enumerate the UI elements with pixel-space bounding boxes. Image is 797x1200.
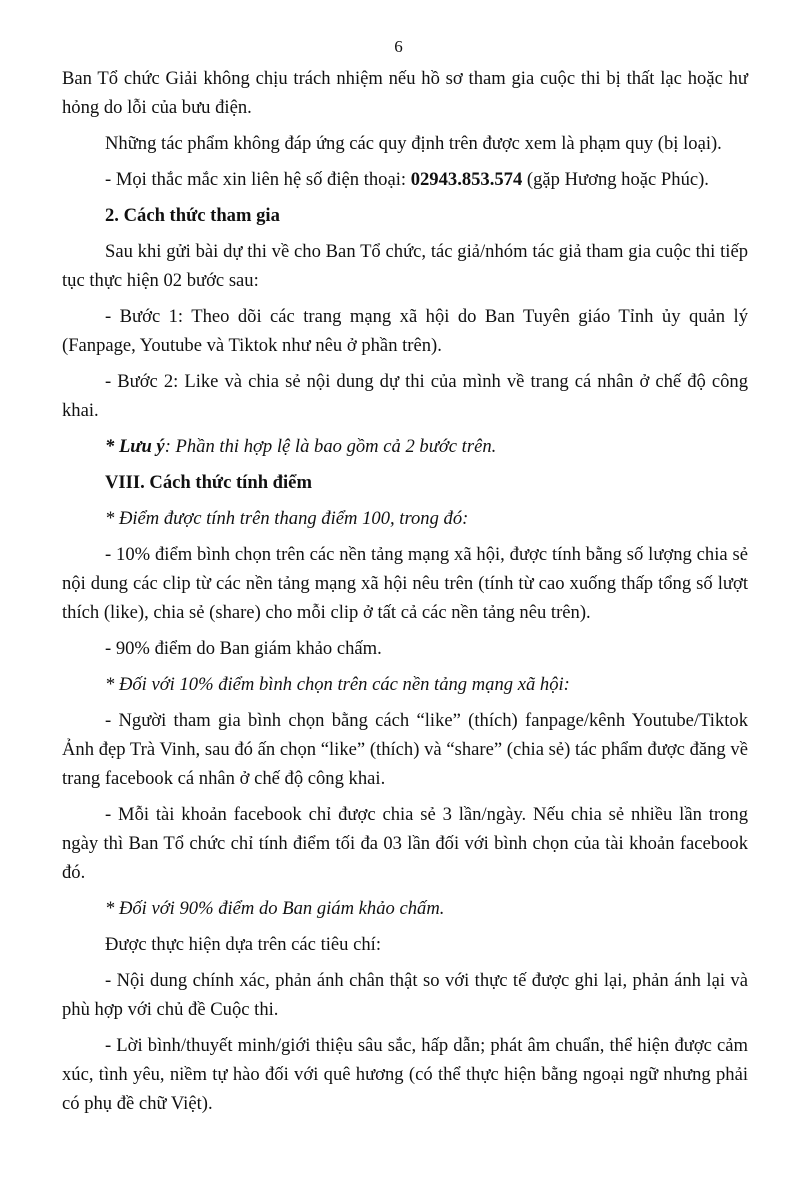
section-heading-scoring: VIII. Cách thức tính điểm xyxy=(105,472,312,493)
paragraph-after-submission: Sau khi gửi bài dự thi về cho Ban Tổ chức, tác giả/nhóm tác giả tham gia cuộc thi tiếp tục thực hiện 02 bước sau: xyxy=(62,241,748,291)
paragraph-voting-method: - Người tham gia bình chọn bằng cách “like” (thích) fanpage/kênh Youtube/Tiktok Ảnh đẹp Trà Vinh, sau đó ấn chọn “like” (thích) và “share” (chia sẻ) tác phẩm được đăng về trang facebook cá nhân ở chế độ công khai. xyxy=(62,710,748,789)
paragraph-note xyxy=(62,432,748,461)
paragraph-jury-90-percent: - 90% điểm do Ban giám khảo chấm. xyxy=(105,638,382,659)
phone-number: 02943.853.574 xyxy=(410,169,523,190)
paragraph-contact xyxy=(62,165,748,194)
contact-text: - Mọi thắc mắc xin liên hệ số điện thoại: xyxy=(105,169,411,190)
paragraph-step-1: - Bước 1: Theo dõi các trang mạng xã hội do Ban Tuyên giáo Tỉnh ủy quản lý (Fanpage, Youtube và Tiktok như nêu ở phần trên). xyxy=(62,306,748,356)
subheading-vote-10-percent: * Đối với 10% điểm bình chọn trên các nền tảng mạng xã hội: xyxy=(105,674,570,695)
note-text: : Phần thi hợp lệ là bao gồm cả 2 bước trên. xyxy=(164,436,497,457)
section-heading-participation: 2. Cách thức tham gia xyxy=(105,205,280,226)
paragraph-criteria-narration: - Lời bình/thuyết minh/giới thiệu sâu sắc, hấp dẫn; phát âm chuẩn, thể hiện được cảm xúc, tình yêu, niềm tự hào đối với quê hương (có thể thực hiện bằng ngoại ngữ nhưng phải có phụ đề chữ Việt). xyxy=(62,1035,748,1114)
subheading-jury-90-percent: * Đối với 90% điểm do Ban giám khảo chấm. xyxy=(105,898,445,919)
paragraph-vote-10-percent: - 10% điểm bình chọn trên các nền tảng mạng xã hội, được tính bằng số lượng chia sẻ nội dung các clip từ các nền tảng mạng xã hội nêu trên (tính từ cao xuống thấp tổng số lượt thích (like), chia sẻ (share) cho mỗi clip ở tất cả các nền tảng nêu trên). xyxy=(62,544,748,623)
contact-note: (gặp Hương hoặc Phúc). xyxy=(522,169,709,190)
paragraph-step-2: - Bước 2: Like và chia sẻ nội dung dự thi của mình về trang cá nhân ở chế độ công khai. xyxy=(62,371,748,421)
paragraph-criteria-content: - Nội dung chính xác, phản ánh chân thật so với thực tế được ghi lại, phản ánh lại và phù hợp với chủ đề Cuộc thi. xyxy=(62,970,748,1020)
paragraph-share-limit: - Mỗi tài khoản facebook chỉ được chia sẻ 3 lần/ngày. Nếu chia sẻ nhiều lần trong ngày thì Ban Tổ chức chỉ tính điểm tối đa 03 lần đối với bình chọn của tài khoản facebook đó. xyxy=(62,804,748,883)
page-number: 6 xyxy=(394,37,403,56)
paragraph-scoring-scale: * Điểm được tính trên thang điểm 100, trong đó: xyxy=(105,508,469,529)
paragraph-disqualification: Những tác phẩm không đáp ứng các quy định trên được xem là phạm quy (bị loại). xyxy=(105,133,722,154)
document-body xyxy=(62,64,748,1125)
paragraph-criteria-intro: Được thực hiện dựa trên các tiêu chí: xyxy=(105,934,381,955)
paragraph-liability: Ban Tổ chức Giải không chịu trách nhiệm nếu hồ sơ tham gia cuộc thi bị thất lạc hoặc hư hỏng do lỗi của bưu điện. xyxy=(62,68,748,118)
note-label: * Lưu ý xyxy=(105,436,165,457)
